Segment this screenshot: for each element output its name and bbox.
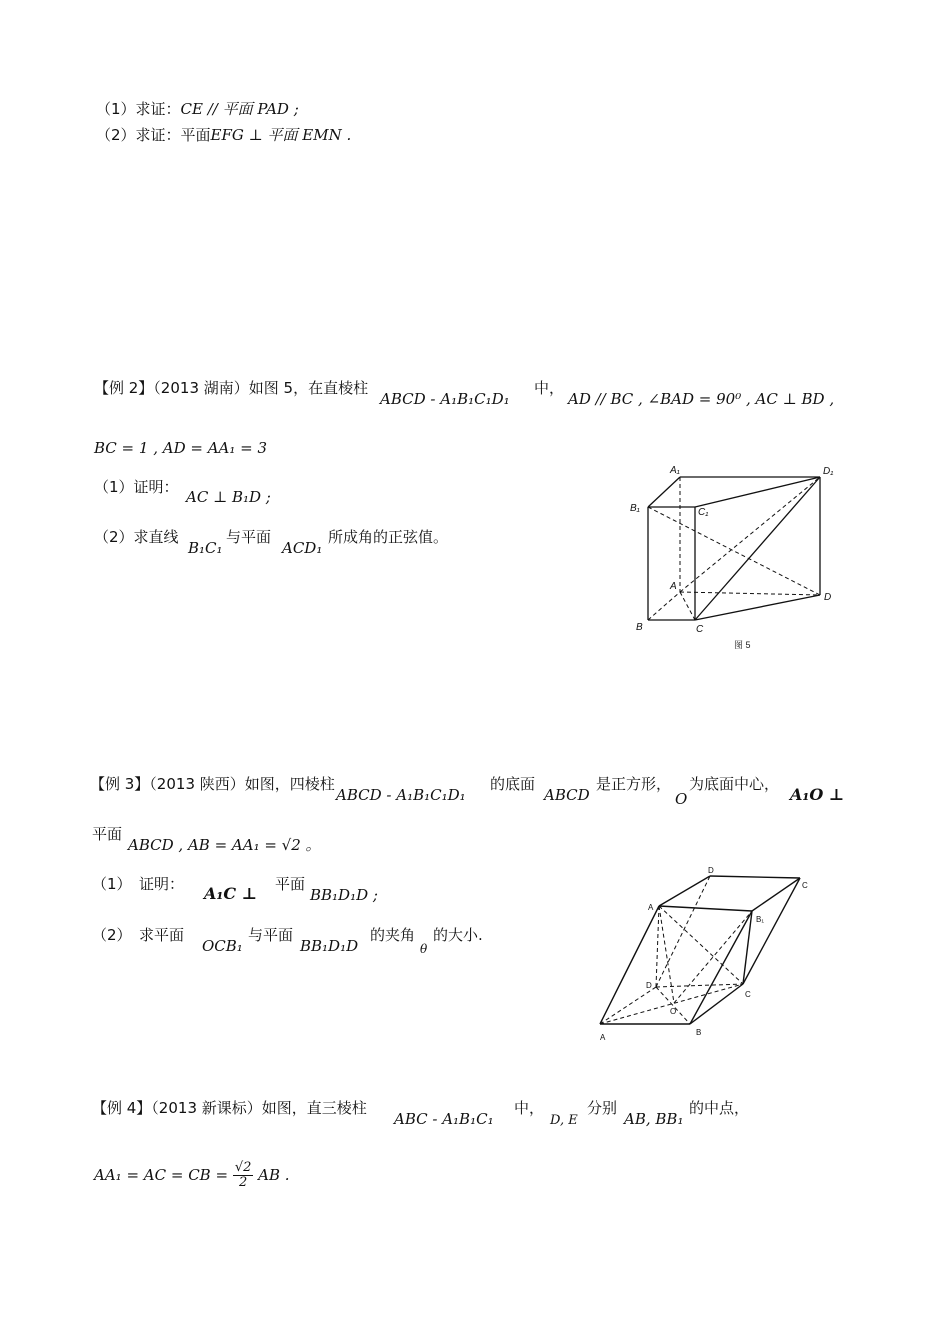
ex3-a1o	[790, 784, 844, 806]
ex2-q2-prefix: （2）求直线	[94, 528, 179, 546]
ex4-de	[550, 1108, 578, 1132]
ex3-head-text: 【例 3】（2013 陕西）如图，四棱柱	[90, 775, 335, 793]
ex3-q1-plane-name: BB₁D₁D ;	[310, 886, 378, 904]
fig5-label-c: C	[696, 624, 704, 635]
ex3-heading	[90, 773, 335, 795]
ex1-q1-prefix: （1）求证：	[96, 100, 181, 118]
fig3-label-b: B	[696, 1028, 702, 1037]
fig3-edge-b1c	[743, 911, 752, 984]
ex3-center-o: O	[675, 790, 688, 808]
fig3-edge-dc	[656, 984, 743, 987]
ex2-q2-plane-name: ACD₁	[282, 539, 323, 557]
ex1-q2-math: EFG ⊥ 平面 EMN .	[210, 126, 352, 144]
fig5-edge-ac	[680, 592, 695, 620]
ex3-line2-math: ABCD , AB = AA₁ = √2 。	[128, 836, 321, 854]
ex4-segments-math: AB, BB₁	[624, 1110, 684, 1128]
ex3-q2-plane1	[202, 935, 243, 957]
fig5-edge-ad	[680, 592, 820, 595]
ex4-zhong: 中，	[514, 1099, 545, 1117]
ex3-question-1	[92, 873, 184, 895]
ex2-heading	[94, 377, 368, 399]
parallelepiped-figure	[590, 860, 820, 1050]
ex2-question-1	[94, 476, 179, 498]
fig3-label-d: D	[646, 981, 652, 990]
ex3-q1-plane	[310, 884, 378, 906]
ex3-q2-theta	[420, 937, 427, 960]
ex2-question-2	[94, 526, 179, 548]
fig3-edge-ad	[600, 987, 656, 1024]
ex3-mid1: 的底面	[490, 775, 536, 793]
ex3-q1-mid: 平面	[275, 875, 306, 893]
ex3-line-2-math	[128, 834, 321, 856]
ex3-line-2: 平面	[92, 825, 123, 843]
fig3-edge-a1d	[656, 906, 659, 987]
ex3-q1-prefix: （1） 证明：	[92, 875, 185, 893]
ex3-a1o-math: A₁O ⊥	[790, 785, 845, 804]
ex3-prism-name: ABCD - A₁B₁C₁D₁	[336, 786, 466, 804]
ex3-q2-prefix: （2） 求平面	[92, 926, 185, 944]
ex3-mid2: 是正方形，	[596, 775, 672, 793]
ex3-figure	[590, 860, 820, 1050]
ex4-segments	[624, 1108, 683, 1130]
ex4-prism	[394, 1108, 494, 1130]
ex2-conditions	[568, 388, 834, 410]
fig3-label-c: C	[745, 990, 751, 999]
ex3-q2-plane2-name: BB₁D₁D	[300, 937, 359, 955]
ex3-question-2	[92, 924, 184, 946]
fig3-edge-a1b1	[659, 906, 752, 911]
ex2-q2-end: 所成角的正弦值。	[328, 528, 449, 546]
ex4-head-text: 【例 4】（2013 新课标）如图，直三棱柱	[92, 1099, 367, 1117]
ex4-line-2	[94, 1158, 290, 1192]
ex4-heading	[92, 1097, 367, 1119]
ex3-q1-a1c-math: A₁C ⊥	[204, 884, 258, 903]
ex2-q1-math-wrap	[186, 486, 271, 508]
fig3-diag-db	[656, 987, 690, 1024]
ex3-base-name: ABCD	[544, 786, 590, 804]
ex2-zhong: 中，	[534, 379, 565, 397]
ex3-q1-a1c	[204, 883, 257, 905]
ex4-line2-end: AB .	[258, 1166, 290, 1184]
ex2-conditions-math: AD // BC , ∠BAD = 90⁰ , AC ⊥ BD ,	[568, 390, 835, 408]
ex2-q2-plane	[282, 537, 322, 559]
ex2-q1-prefix: （1）证明：	[94, 478, 179, 496]
fig3-edge-c1c	[743, 878, 800, 984]
ex4-fraction	[233, 1161, 254, 1190]
fig3-label-b1: B₁	[756, 915, 765, 924]
ex4-end: 的中点，	[689, 1099, 750, 1117]
ex2-head-text: 【例 2】（2013 湖南）如图 5，在直棱柱	[94, 379, 369, 397]
prism-figure-5	[620, 462, 845, 662]
ex2-heading-math	[380, 388, 510, 410]
fig3-label-c1: C	[802, 881, 808, 890]
ex3-base	[544, 784, 590, 806]
fig3-label-d1: D	[708, 866, 714, 875]
fig3-edge-a1c	[659, 906, 743, 984]
fig5-label-d1: D₁	[823, 466, 834, 477]
ex3-q2-mid: 与平面	[248, 926, 294, 944]
fig3-edge-bc	[690, 984, 743, 1024]
ex4-frac-den: 2	[238, 1175, 248, 1190]
ex3-o	[675, 788, 687, 810]
fig3-label-a1: A	[648, 903, 654, 912]
fig3-edge-ob1	[674, 911, 752, 1003]
ex2-figure	[620, 462, 845, 662]
fig5-edge-ab	[648, 592, 680, 620]
ex4-mid: 分别	[587, 1099, 618, 1117]
fig5-label-a: A	[670, 581, 677, 592]
fig3-edge-b1b	[690, 911, 752, 1024]
ex3-q2-mid2: 的夹角	[370, 926, 416, 944]
ex2-q2-mid: 与平面	[226, 528, 272, 546]
ex3-q2-plane2	[300, 935, 358, 957]
fig3-edge-c1b1	[752, 878, 800, 911]
fig3-label-o: O	[670, 1007, 677, 1016]
fig3-label-a: A	[600, 1033, 606, 1042]
ex3-q2-plane1-name: OCB₁	[202, 937, 243, 955]
ex4-points-de: D, E	[550, 1113, 578, 1128]
fig3-edge-d1c1	[710, 876, 800, 878]
fig5-label-d: D	[824, 592, 832, 603]
fig5-label-a1: A₁	[670, 465, 680, 476]
fig3-edge-aa1	[600, 906, 659, 1024]
fig5-edge-b1a1	[648, 477, 680, 507]
ex1-question-1	[96, 98, 299, 120]
ex2-line2-math: BC = 1 , AD = AA₁ = 3	[94, 439, 268, 457]
ex2-q2-line-name: B₁C₁	[188, 539, 223, 557]
ex3-prism	[336, 784, 466, 806]
ex3-mid3: 为底面中心，	[689, 775, 780, 793]
ex3-theta: θ	[420, 942, 428, 956]
ex4-line2-math: AA₁ = AC = CB =	[94, 1166, 229, 1184]
ex3-q2-end: 的大小.	[433, 926, 483, 944]
ex2-line-2	[94, 437, 267, 459]
ex4-frac-num: √2	[234, 1160, 252, 1175]
ex1-q1-math: CE // 平面 PAD ;	[180, 100, 299, 118]
fig5-label-b: B	[636, 622, 643, 633]
fig5-caption: 图 5	[734, 640, 751, 650]
ex1-q2-prefix: （2）求证：平面	[96, 126, 211, 144]
ex1-question-2	[96, 124, 351, 146]
ex2-q2-line	[188, 537, 223, 559]
ex2-prism-name: ABCD - A₁B₁C₁D₁	[380, 390, 510, 408]
ex4-prism-name: ABC - A₁B₁C₁	[394, 1110, 494, 1128]
fig5-label-c1: C₁	[698, 507, 709, 518]
fig5-label-b1: B₁	[630, 503, 640, 514]
ex2-q1-math: AC ⊥ B₁D ;	[186, 488, 271, 506]
